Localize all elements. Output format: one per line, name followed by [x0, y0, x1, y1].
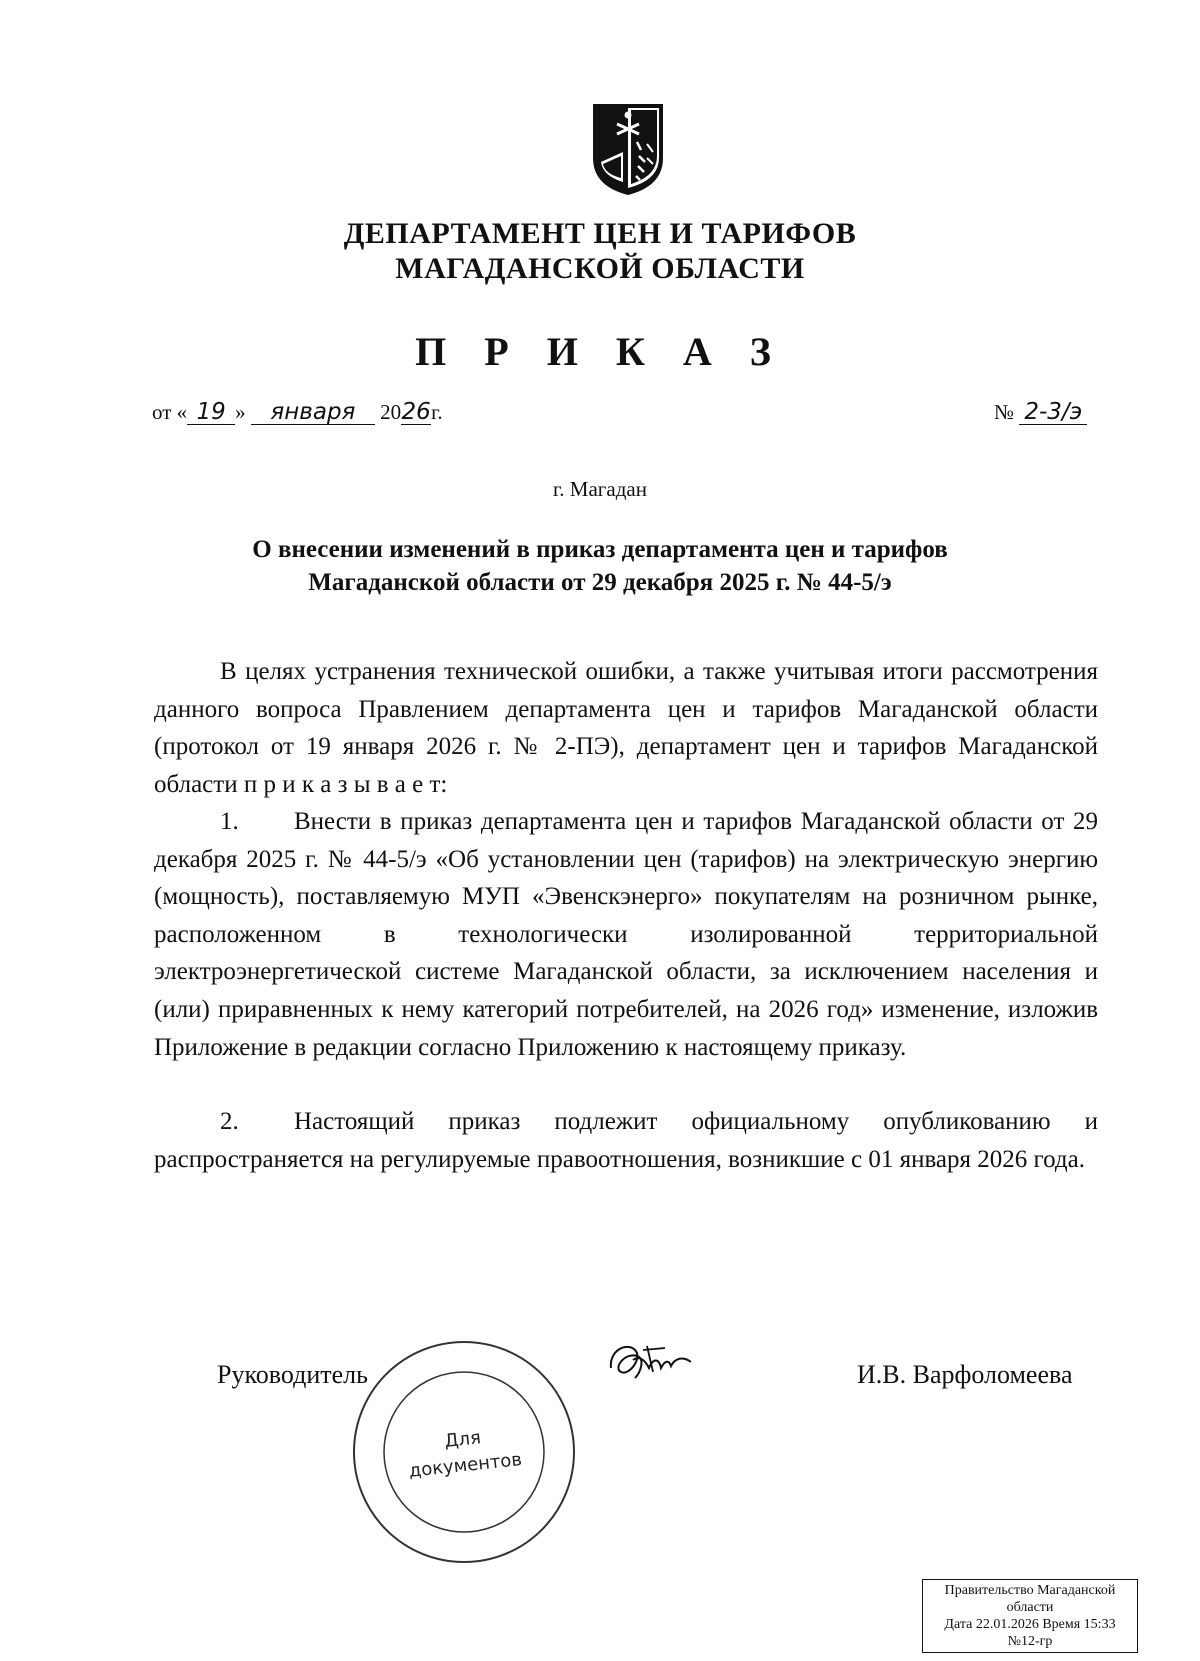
- registration-line1: Правительство Магаданской: [944, 1583, 1116, 1598]
- intro-text: В целях устранения технической ошибки, а также учитывая итоги рассмотрения данного вопроса Правлением департамента цен и тарифов Магаданской области (протокол от 19 января 2026 г. № 2-ПЭ), департамент цен и тарифов Магаданской области: [154, 658, 1098, 798]
- date-mid: »: [235, 400, 246, 424]
- order-number: [994, 400, 1087, 425]
- intro-paragraph: [154, 653, 1098, 803]
- coat-of-arms-emblem: [589, 100, 667, 198]
- registration-line3: Дата 22.01.2026 Время 15:33: [944, 1617, 1116, 1632]
- order-item-1: [154, 803, 1098, 1066]
- date-month-handwritten: января: [251, 400, 375, 425]
- date-day-handwritten: 19: [187, 400, 235, 425]
- order-date: [152, 400, 443, 425]
- number-sign: №: [994, 400, 1015, 424]
- registration-box: [922, 1579, 1138, 1653]
- registration-line2: области: [1006, 1600, 1054, 1615]
- date-year-end: г.: [431, 400, 443, 424]
- registration-line4: №12-гр: [1007, 1634, 1053, 1649]
- date-prefix: от «: [152, 400, 188, 424]
- order-item-2: [154, 1103, 1098, 1178]
- signatory-title: Руководитель: [217, 1360, 368, 1389]
- stamp-text-line2: документов: [407, 1449, 523, 1482]
- document-type-title: П Р И К А З: [415, 329, 785, 374]
- department-name-line2: МАГАДАНСКОЙ ОБЛАСТИ: [395, 252, 805, 285]
- item1-number: 1.: [220, 808, 239, 835]
- order-verb: п р и к а з ы в а е т:: [243, 770, 448, 798]
- order-number-handwritten: 2-3/э: [1019, 400, 1087, 425]
- item2-text: Настоящий приказ подлежит официальному опубликованию и распространяется на регулируемые правоотношения, возникшие с 01 января 2026 года.: [154, 1108, 1098, 1173]
- department-name-line1: ДЕПАРТАМЕНТ ЦЕН И ТАРИФОВ: [343, 217, 857, 250]
- item1-text: Внести в приказ департамента цен и тарифов Магаданской области от 29 декабря 2025 г. № 44-5/э «Об установлении цен (тарифов) на электрическую энергию (мощность), поставляемую МУП «Эвенскэнерго» покупателям на розничном рынке, расположенном в технологически изолированной территориальной электроэнергетической системе Магаданской области, за исключением населения и (или) приравненных к нему категорий потребителей, на 2026 год» изменение, изложив Приложение в редакции согласно Приложению к настоящему приказу.: [154, 808, 1098, 1061]
- item2-number: 2.: [220, 1108, 239, 1135]
- handwritten-signature: [607, 1338, 695, 1390]
- official-seal-stamp: [349, 1337, 579, 1567]
- stamp-text-line1: Для: [443, 1427, 482, 1452]
- signatory-name: И.В. Варфоломеева: [857, 1360, 1073, 1389]
- order-body: [154, 653, 1098, 803]
- city-name: г. Магадан: [553, 477, 647, 501]
- subject-line1: О внесении изменений в приказ департамента цен и тарифов: [252, 536, 948, 563]
- date-year-prefix: 20: [380, 400, 402, 424]
- date-year-handwritten: 26: [401, 399, 431, 425]
- subject-line2: Магаданской области от 29 декабря 2025 г. № 44-5/э: [308, 569, 892, 596]
